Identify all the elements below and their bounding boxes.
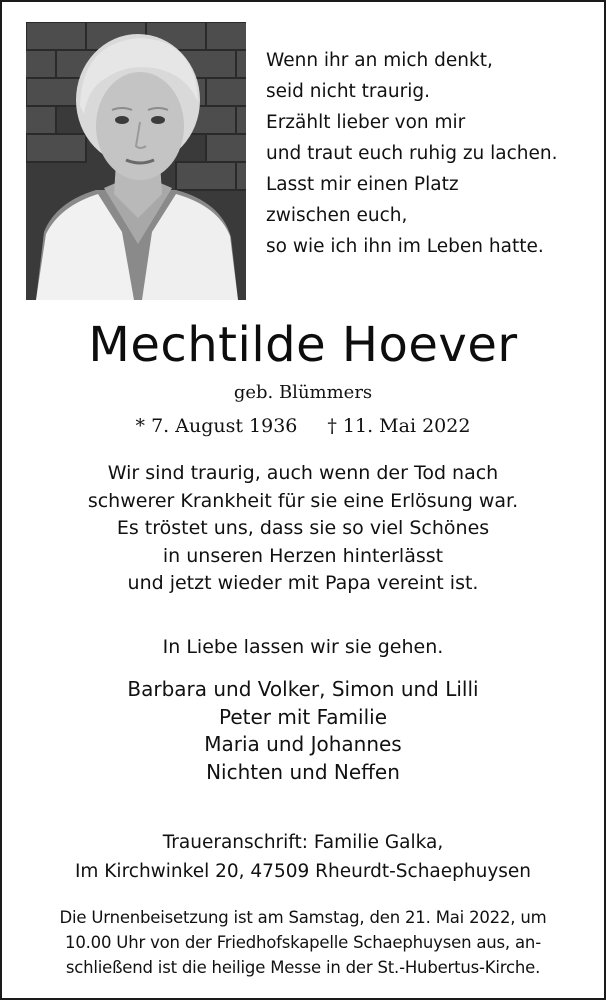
mourner-entry: Maria und Johannes: [204, 732, 402, 756]
death-date: † 11. Mai 2022: [327, 415, 471, 437]
address-line: Im Kirchwinkel 20, 47509 Rheurdt-Schaephuysen: [74, 861, 532, 882]
obituary-line: in unseren Herzen hinterlässt: [162, 544, 444, 567]
mourner-entry: Nichten und Neffen: [206, 759, 400, 784]
deceased-name: Mechtilde Hoever: [88, 317, 518, 373]
poem-line: Wenn ihr an mich denkt,: [266, 50, 493, 71]
obituary-line: schwerer Krankheit für sie eine Erlösung war.: [87, 489, 519, 512]
farewell-line: In Liebe lassen wir sie gehen.: [162, 636, 444, 658]
mourner-entry: Peter mit Familie: [219, 704, 387, 729]
poem-line: seid nicht traurig.: [266, 81, 430, 102]
maiden-name: geb. Blümmers: [233, 382, 373, 403]
funeral-line: Die Urnenbeisetzung ist am Samstag, den 21. Mai 2022, um: [59, 908, 547, 927]
funeral-line: schließend ist die heilige Messe in der St.-Hubertus-Kirche.: [65, 958, 541, 977]
mourners-list: [2, 676, 604, 786]
poem: [266, 45, 558, 262]
obituary-line: und jetzt wieder mit Papa vereint ist.: [127, 572, 479, 594]
portrait-photo: [26, 22, 246, 300]
funeral-details: [2, 905, 604, 980]
poem-line: und traut euch ruhig zu lachen.: [266, 143, 558, 164]
funeral-line: 10.00 Uhr von der Friedhofskapelle Schaephuysen aus, an-: [65, 933, 541, 952]
poem-line: Lasst mir einen Platz: [266, 174, 459, 195]
birth-date: * 7. August 1936: [135, 415, 298, 437]
mourner-entry: Barbara und Volker, Simon und Lilli: [127, 677, 479, 701]
obituary-line: Es tröstet uns, dass sie so viel Schönes: [116, 517, 490, 539]
mourning-address: [2, 828, 604, 886]
life-dates: [2, 412, 604, 440]
obituary-line: Wir sind traurig, auch wenn der Tod nach: [107, 462, 499, 484]
poem-line: zwischen euch,: [266, 205, 408, 226]
address-line: Traueranschrift: Familie Galka,: [162, 832, 444, 853]
poem-line: Erzählt lieber von mir: [266, 112, 466, 133]
obituary-text: [2, 460, 604, 598]
poem-line: so wie ich ihn im Leben hatte.: [266, 236, 544, 257]
portrait-image: [26, 22, 246, 300]
